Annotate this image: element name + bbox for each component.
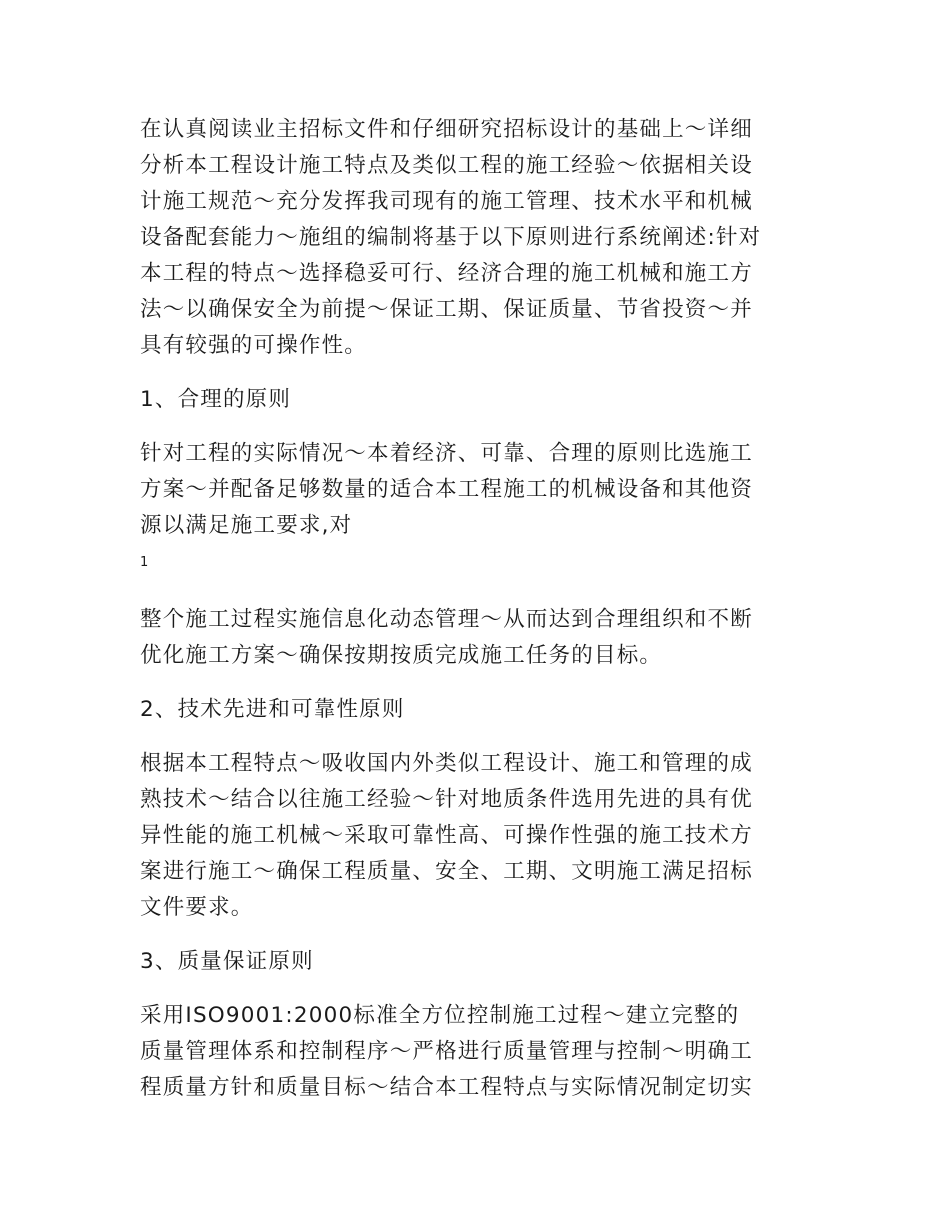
text-line: 法～以确保安全为前提～保证工期、保证质量、节省投资～并 [140, 297, 753, 322]
section-2-paragraph [140, 746, 812, 926]
text-line: 采用ISO9001:2000标准全方位控制施工过程～建立完整的 [140, 1003, 740, 1028]
document-body [140, 112, 812, 1124]
text-line: 优化施工方案～确保按期按质完成施工任务的目标。 [140, 643, 663, 668]
text-line: 熟技术～结合以往施工经验～针对地质条件选用先进的具有优 [140, 787, 753, 812]
text-line: 质量管理体系和控制程序～严格进行质量管理与控制～明确工 [140, 1039, 753, 1064]
text-line: 方案～并配备足够数量的适合本工程施工的机械设备和其他资 [140, 477, 753, 502]
section-heading-3: 3、质量保证原则 [140, 949, 314, 974]
text-line: 分析本工程设计施工特点及类似工程的施工经验～依据相关设 [140, 153, 753, 178]
text-line: 设备配套能力～施组的编制将基于以下原则进行系统阐述:针对 [140, 225, 762, 250]
text-line: 在认真阅读业主招标文件和仔细研究招标设计的基础上～详细 [140, 117, 753, 142]
text-line: 程质量方针和质量目标～结合本工程特点与实际情况制定切实 [140, 1075, 753, 1100]
text-line: 源以满足施工要求,对 [140, 513, 353, 538]
text-line: 案进行施工～确保工程质量、安全、工期、文明施工满足招标 [140, 859, 753, 884]
text-line: 整个施工过程实施信息化动态管理～从而达到合理组织和不断 [140, 607, 753, 632]
text-line: 针对工程的实际情况～本着经济、可靠、合理的原则比选施工 [140, 441, 753, 466]
section-heading-2: 2、技术先进和可靠性原则 [140, 697, 405, 722]
text-line: 异性能的施工机械～采取可靠性高、可操作性强的施工技术方 [140, 823, 753, 848]
page-number: 1 [140, 555, 149, 570]
text-line: 具有较强的可操作性。 [140, 333, 368, 358]
section-3-paragraph [140, 998, 812, 1106]
text-line: 文件要求。 [140, 895, 254, 920]
section-heading-1: 1、合理的原则 [140, 387, 292, 412]
intro-paragraph [140, 112, 812, 364]
text-line: 根据本工程特点～吸收国内外类似工程设计、施工和管理的成 [140, 751, 753, 776]
text-line: 计施工规范～充分发挥我司现有的施工管理、技术水平和机械 [140, 189, 753, 214]
text-line: 本工程的特点～选择稳妥可行、经济合理的施工机械和施工方 [140, 261, 753, 286]
section-1-continued-paragraph [140, 602, 812, 674]
section-1-paragraph [140, 436, 812, 544]
